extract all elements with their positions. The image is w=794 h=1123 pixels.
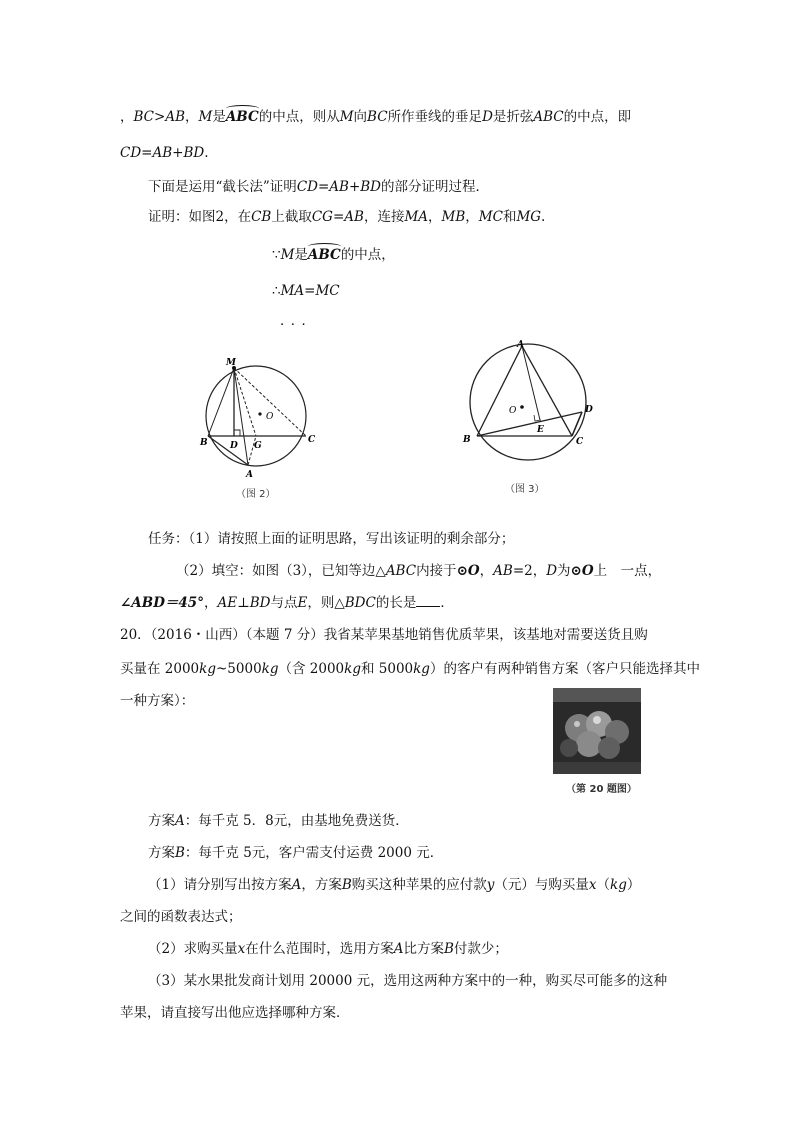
task-2: （2）填空：如图（3），已知等边△ABC内接于⊙O，AB=2，D为⊙O上 一点，	[176, 563, 662, 579]
text-line-4: 证明：如图2，在CB上截取CG=AB，连接MA，MB，MC和MG.	[148, 209, 546, 225]
arc-abc-2: ABC	[307, 247, 341, 263]
label-g: G	[254, 441, 262, 451]
subq-3: （3）某水果批发商计划用 20000 元，选用这两种方案中的一种，购买尽可能多的这种	[148, 973, 668, 989]
label-a3: A	[517, 340, 524, 350]
plan-b: 方案B：每千克 5元，客户需支付运费 2000 元．	[148, 845, 444, 861]
ellipsis: ．．．	[280, 313, 319, 329]
text-line-6: ∴MA=MC	[272, 283, 340, 299]
figure-3-caption: （图 3）	[505, 484, 545, 495]
apple-photo	[553, 688, 641, 774]
figure-2	[190, 352, 330, 492]
text-line-3: 下面是运用“截长法”证明CD=AB+BD的部分证明过程．	[148, 179, 490, 195]
q20-line-1: 20．（2016・山西）（本题 7 分）我省某苹果基地销售优质苹果，该基地对需要送货且购	[120, 627, 648, 643]
task-1: 任务：（1）请按照上面的证明思路，写出该证明的剩余部分；	[148, 531, 515, 547]
figure-2-caption: （图 2）	[236, 489, 276, 500]
label-o3: O	[509, 406, 517, 416]
label-d: D	[230, 441, 238, 451]
arc-abc: ABC	[225, 109, 259, 125]
subq-2: （2）求购买量x在什么范围时，选用方案A比方案B付款少；	[148, 941, 508, 957]
label-m: M	[226, 358, 236, 368]
text-line-1: ，BC>AB，M是ABC的中点，则从M向BC所作垂线的垂足D是折弦ABC的中点，即	[120, 109, 632, 125]
subq-3-cont: 苹果，请直接写出他应选择哪种方案．	[120, 1005, 350, 1021]
plan-a: 方案A：每千克 5．8元，由基地免费送货．	[148, 813, 409, 829]
task-3: ∠ABD＝45°，AE⊥BD与点E，则△BDC的长是 ．	[120, 595, 454, 611]
subq-1-cont: 之间的函数表达式；	[120, 909, 242, 925]
label-d3: D	[585, 405, 593, 415]
figure-3	[455, 338, 605, 478]
label-a: A	[246, 470, 253, 480]
text-line-2: CD=AB+BD.	[120, 145, 209, 161]
q20-line-2: 买量在 2000kg~5000kg（含 2000kg和 5000kg）的客户有两种销售方案（客户只能选择其中	[120, 661, 700, 677]
photo-caption: （第 20 题图）	[566, 784, 637, 795]
label-e3: E	[537, 425, 544, 435]
label-c: C	[308, 435, 316, 445]
q20-line-3: 一种方案）：	[120, 693, 195, 709]
text-line-5: ∵M是ABC的中点，	[272, 247, 395, 263]
answer-blank	[416, 594, 440, 607]
label-o: O	[266, 412, 274, 422]
label-b3: B	[463, 435, 471, 445]
label-c3: C	[576, 437, 584, 447]
label-b: B	[200, 438, 208, 448]
subq-1: （1）请分别写出按方案A，方案B购买这种苹果的应付款y（元）与购买量x（kg）	[148, 877, 641, 893]
